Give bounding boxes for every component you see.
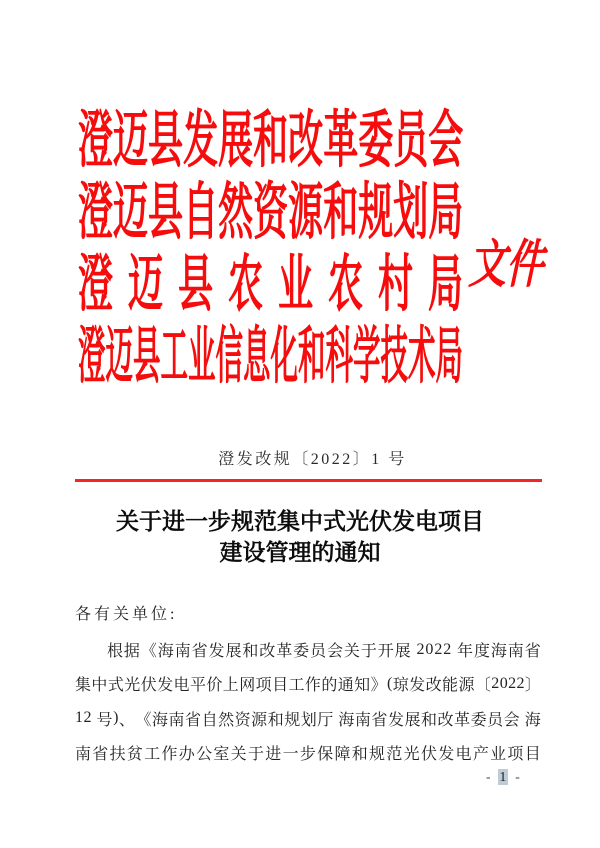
page-number-value: 1: [499, 769, 507, 784]
red-divider-rule: [75, 479, 542, 482]
body-line: 根 据 《 海 南 省 发 展 和 改 革 委 员 会 关 于 开 展 2 0 2 2 年 度 海 南 省: [107, 640, 541, 661]
salutation-line: 各有关单位:: [75, 606, 178, 623]
issuer-line-industry-science: 澄迈县工业信息化和科学技术局: [78, 323, 463, 391]
page-number: [486, 769, 520, 785]
document-title: [0, 506, 600, 568]
page-number-suffix-dash: -: [515, 769, 520, 784]
document-title-line-2: 建设管理的通知: [219, 540, 381, 565]
issuer-line-development-reform: 澄迈县发展和改革委员会: [78, 107, 464, 175]
issuer-line-natural-resources: 澄迈县自然资源和规划局: [78, 179, 464, 247]
issuer-line-agriculture: 澄迈县农业农村局: [78, 251, 479, 319]
body-line: 1 2 号 ) 、 《 海 南 省 自 然 资 源 和 规 划 厅 海 南 省 发 展 和 改 革 委 员 会 海: [75, 709, 541, 729]
document-number: 澄发改规〔2022〕1 号: [218, 451, 407, 468]
letterhead-wenjian-label: 文件: [465, 237, 553, 294]
page-number-prefix-dash: -: [486, 769, 491, 784]
document-body: [75, 598, 541, 770]
letterhead-issuers: [78, 105, 479, 393]
body-line: 南 省 扶 贫 工 作 办 公 室 关 于 进 一 步 保 障 和 规 范 光 伏 发 电 产 业 项 目: [75, 746, 541, 764]
document-title-line-1: 关于进一步规范集中式光伏发电项目: [116, 509, 484, 534]
body-line: 集 中 式 光 伏 发 电 平 价 上 网 项 目 工 作 的 通 知 》 ( 琼 发 改 能 源 〔 2 0 2 2 〕: [75, 674, 541, 695]
